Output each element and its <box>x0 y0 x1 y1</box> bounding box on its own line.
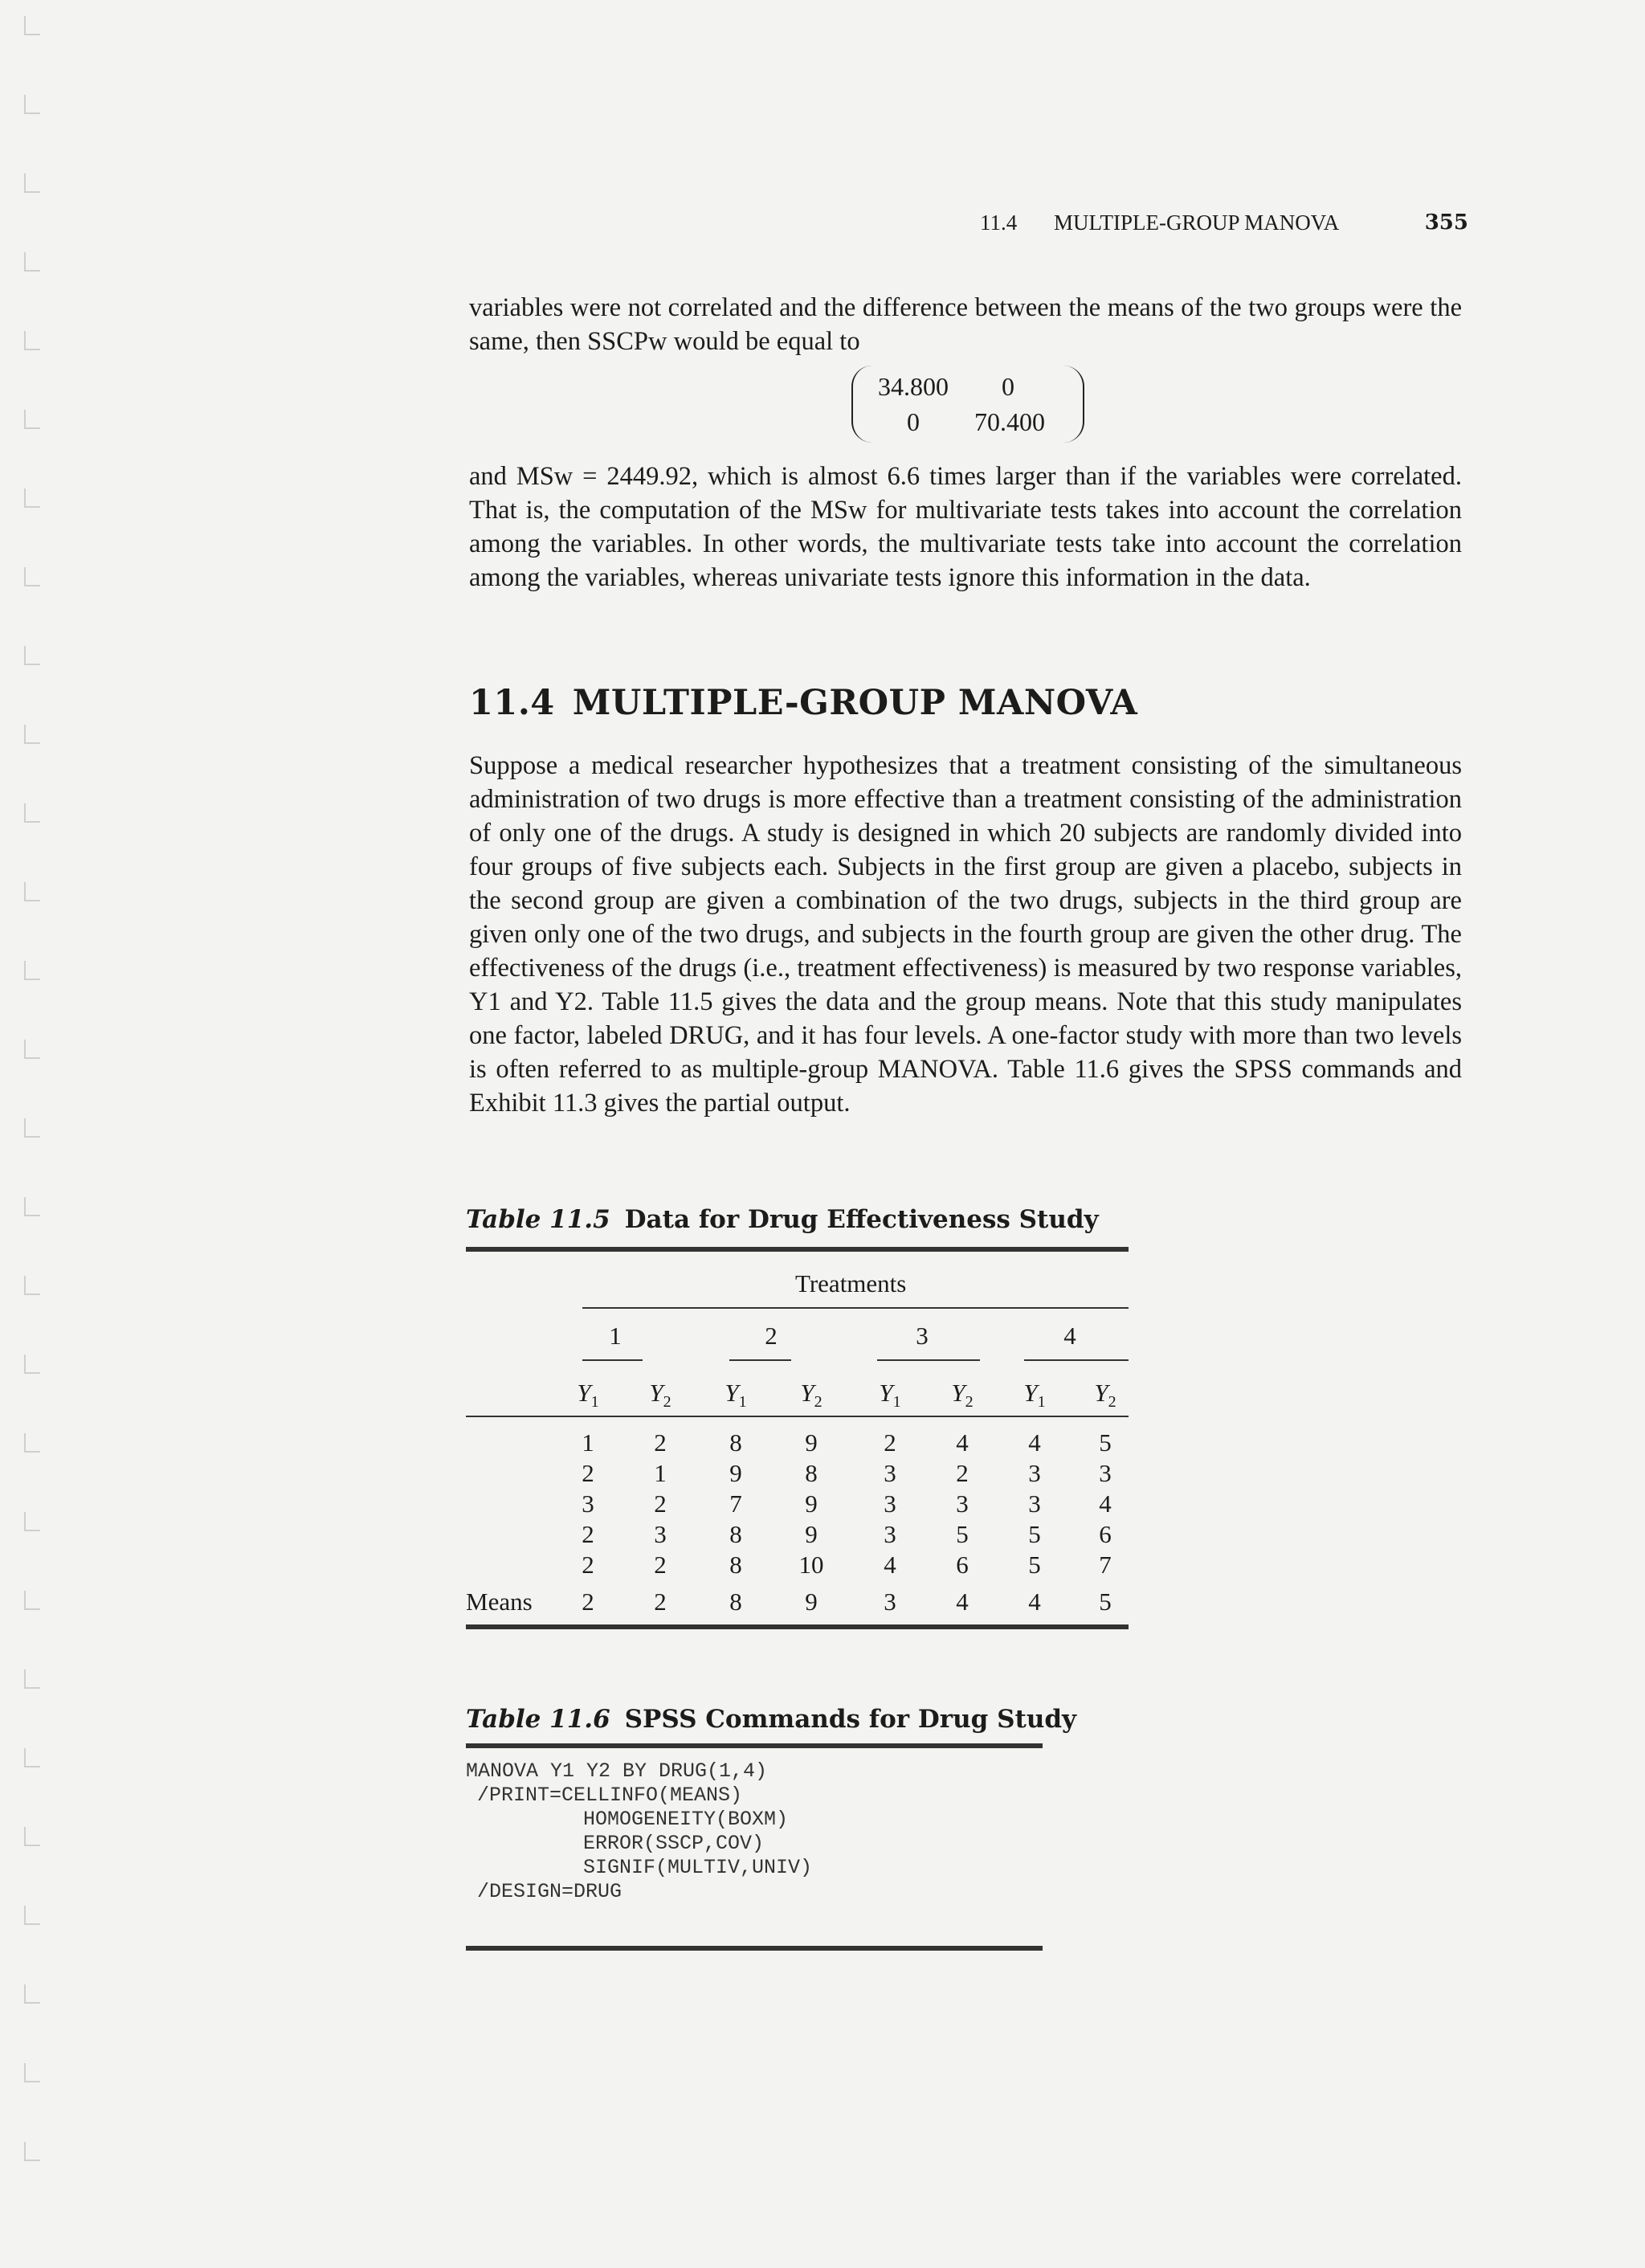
paragraph-msw: and MSw = 2449.92, which is almost 6.6 times larger than if the variables were correlated. That is, the computation of the MSw for multivariate tests takes into account the correlation among the variables. In other words, the multivariate tests take into account the correlation among the variables, whereas univariate tests ignore this information in the data. <box>469 462 1462 592</box>
group-rule <box>877 1359 980 1361</box>
binding-mark <box>24 1748 40 1767</box>
treatments-header: Treatments <box>795 1269 907 1297</box>
binding-mark <box>24 174 40 193</box>
table-cell: 4 <box>1099 1490 1112 1518</box>
table-cell: 9 <box>805 1428 818 1457</box>
group-rule <box>1024 1359 1129 1361</box>
table-cell: 4 <box>884 1551 896 1579</box>
binding-mark <box>24 1433 40 1453</box>
spss-code-block <box>466 1759 812 1904</box>
table-title: Data for Drug Effectiveness Study <box>624 1205 1099 1234</box>
binding-mark <box>24 1355 40 1374</box>
binding-mark <box>24 2142 40 2161</box>
table-cell: 8 <box>729 1520 742 1548</box>
table-cell: 7 <box>1099 1551 1112 1579</box>
group-header-3: 3 <box>916 1322 929 1350</box>
table-cell: 2 <box>884 1428 896 1457</box>
matrix-cell: 0 <box>907 407 920 436</box>
table-cell: 8 <box>729 1551 742 1579</box>
paragraph-continued: variables were not correlated and the difference between the means of the two groups were the same, then SSCPw would be equal to <box>469 293 1462 356</box>
table-cell: 2 <box>582 1551 594 1579</box>
matrix-cell: 0 <box>1002 372 1014 401</box>
binding-mark <box>24 252 40 272</box>
variable-letter: Y <box>1023 1379 1038 1407</box>
table-cell: 2 <box>654 1428 667 1457</box>
treatments-rule <box>582 1307 1129 1309</box>
code-top-rule <box>466 1743 1043 1748</box>
variable-header-y2 <box>946 1379 978 1412</box>
binding-mark <box>24 16 40 35</box>
matrix-cell: 34.800 <box>878 372 949 401</box>
variable-subscript: 1 <box>892 1393 901 1412</box>
binding-mark <box>24 1197 40 1216</box>
code-line: ERROR(SSCP,COV) <box>583 1832 765 1855</box>
matrix-cell: 70.400 <box>974 407 1045 436</box>
means-label: Means <box>466 1588 533 1616</box>
variable-subscript: 2 <box>965 1393 974 1412</box>
binding-mark <box>24 961 40 980</box>
group-header-2: 2 <box>765 1322 778 1350</box>
table-cell: 10 <box>798 1551 824 1579</box>
table-11-5-caption <box>466 1205 1099 1234</box>
binding-mark <box>24 803 40 823</box>
header-bottom-rule <box>466 1416 1129 1417</box>
table-cell: 3 <box>1028 1459 1041 1487</box>
table-cell: 3 <box>956 1490 969 1518</box>
code-line: SIGNIF(MULTIV,UNIV) <box>583 1856 813 1879</box>
variable-letter: Y <box>800 1379 814 1407</box>
code-line: MANOVA Y1 Y2 BY DRUG(1,4) <box>466 1759 768 1783</box>
table-bottom-rule <box>466 1624 1129 1629</box>
matrix-right-paren <box>1062 366 1084 443</box>
binding-mark <box>24 331 40 350</box>
binding-mark <box>24 488 40 508</box>
table-cell: 3 <box>884 1459 896 1487</box>
variable-letter: Y <box>649 1379 663 1407</box>
table-cell: 2 <box>654 1551 667 1579</box>
variable-subscript: 1 <box>1037 1393 1046 1412</box>
table-cell: 4 <box>1028 1428 1041 1457</box>
table-cell: 2 <box>956 1459 969 1487</box>
table-cell: 5 <box>1028 1551 1041 1579</box>
binding-mark <box>24 646 40 665</box>
binding-mark <box>24 1591 40 1610</box>
mean-cell: 9 <box>805 1588 818 1616</box>
variable-header-y2 <box>644 1379 676 1412</box>
table-cell: 9 <box>805 1520 818 1548</box>
table-11-6-caption <box>466 1705 1076 1734</box>
binding-mark <box>24 1669 40 1689</box>
binding-mark <box>24 882 40 901</box>
variable-header-y1 <box>1018 1379 1051 1412</box>
table-cell: 3 <box>654 1520 667 1548</box>
variable-letter: Y <box>725 1379 739 1407</box>
variable-subscript: 1 <box>590 1393 599 1412</box>
table-cell: 2 <box>582 1520 594 1548</box>
group-rule <box>729 1359 791 1361</box>
binding-mark <box>24 1906 40 1925</box>
running-head-title: MULTIPLE-GROUP MANOVA <box>1054 210 1340 235</box>
group-header-1: 1 <box>609 1322 622 1350</box>
margin-binding-marks <box>18 0 42 2268</box>
table-cell: 5 <box>1099 1428 1112 1457</box>
variable-subscript: 2 <box>663 1393 671 1412</box>
binding-mark <box>24 2063 40 2082</box>
code-line: /DESIGN=DRUG <box>477 1880 622 1903</box>
table-cell: 1 <box>654 1459 667 1487</box>
table-cell: 3 <box>884 1490 896 1518</box>
table-cell: 8 <box>805 1459 818 1487</box>
mean-cell: 2 <box>582 1588 594 1616</box>
table-cell: 3 <box>1099 1459 1112 1487</box>
table-cell: 1 <box>582 1428 594 1457</box>
table-cell: 3 <box>582 1490 594 1518</box>
binding-mark <box>24 1118 40 1138</box>
code-bottom-rule <box>466 1946 1043 1951</box>
mean-cell: 3 <box>884 1588 896 1616</box>
table-cell: 6 <box>1099 1520 1112 1548</box>
mean-cell: 4 <box>1028 1588 1041 1616</box>
table-cell: 4 <box>956 1428 969 1457</box>
table-label: Table 11.6 <box>466 1705 610 1734</box>
sscp-matrix <box>851 366 1084 446</box>
table-cell: 5 <box>956 1520 969 1548</box>
variable-header-y2 <box>795 1379 827 1412</box>
table-cell: 6 <box>956 1551 969 1579</box>
code-line: /PRINT=CELLINFO(MEANS) <box>477 1784 743 1807</box>
mean-cell: 8 <box>729 1588 742 1616</box>
variable-subscript: 2 <box>1108 1393 1116 1412</box>
binding-mark <box>24 725 40 744</box>
binding-mark <box>24 1276 40 1295</box>
binding-mark <box>24 1512 40 1531</box>
binding-mark <box>24 567 40 586</box>
mean-cell: 2 <box>654 1588 667 1616</box>
section-heading <box>469 683 1137 723</box>
mean-cell: 4 <box>956 1588 969 1616</box>
table-cell: 7 <box>729 1490 742 1518</box>
binding-mark <box>24 1827 40 1846</box>
running-head-section: 11.4 <box>980 210 1018 235</box>
paragraph-study-description: Suppose a medical researcher hypothesizes that a treatment consisting of the simultaneous administration of two drugs is more effective than a treatment consisting of the administration of only one of the drugs. A study is designed in which 20 subjects are randomly divided into four groups of five subjects each. Subjects in the first group are given a placebo, subjects in the second group are given a combination of the two drugs, subjects in the third group are given only one of the two drugs, and subjects in the fourth group are given the other drug. The effectiveness of the drugs (i.e., treatment effectiveness) is measured by two response variables, Y1 and Y2. Table 11.5 gives the data and the group means. Note that this study manipulates one factor, labeled DRUG, and it has four levels. A one-factor study with more than two levels is often referred to as multiple-group MANOVA. Table 11.6 gives the SPSS commands and Exhibit 11.3 gives the partial output. <box>469 751 1462 1118</box>
table-cell: 8 <box>729 1428 742 1457</box>
table-label: Table 11.5 <box>466 1205 610 1234</box>
table-top-rule <box>466 1247 1129 1252</box>
table-cell: 9 <box>729 1459 742 1487</box>
binding-mark <box>24 1984 40 2004</box>
variable-letter: Y <box>1094 1379 1108 1407</box>
table-cell: 3 <box>884 1520 896 1548</box>
group-header-4: 4 <box>1063 1322 1076 1350</box>
binding-mark <box>24 1040 40 1059</box>
table-cell: 2 <box>654 1490 667 1518</box>
page-number: 355 <box>1424 210 1468 235</box>
variable-subscript: 2 <box>814 1393 822 1412</box>
code-line: HOMOGENEITY(BOXM) <box>583 1808 789 1831</box>
section-number: 11.4 <box>469 683 555 723</box>
table-cell: 5 <box>1028 1520 1041 1548</box>
table-cell: 2 <box>582 1459 594 1487</box>
binding-mark <box>24 410 40 429</box>
table-cell: 9 <box>805 1490 818 1518</box>
table-cell: 3 <box>1028 1490 1041 1518</box>
variable-header-y2 <box>1089 1379 1121 1412</box>
group-rule <box>582 1359 643 1361</box>
variable-letter: Y <box>879 1379 893 1407</box>
variable-header-y1 <box>572 1379 604 1412</box>
variable-subscript: 1 <box>738 1393 747 1412</box>
variable-letter: Y <box>577 1379 591 1407</box>
variable-header-y1 <box>720 1379 752 1412</box>
mean-cell: 5 <box>1099 1588 1112 1616</box>
binding-mark <box>24 95 40 114</box>
section-title: MULTIPLE-GROUP MANOVA <box>572 683 1138 723</box>
variable-header-y1 <box>874 1379 906 1412</box>
variable-letter: Y <box>951 1379 965 1407</box>
table-title: SPSS Commands for Drug Study <box>624 1705 1077 1734</box>
